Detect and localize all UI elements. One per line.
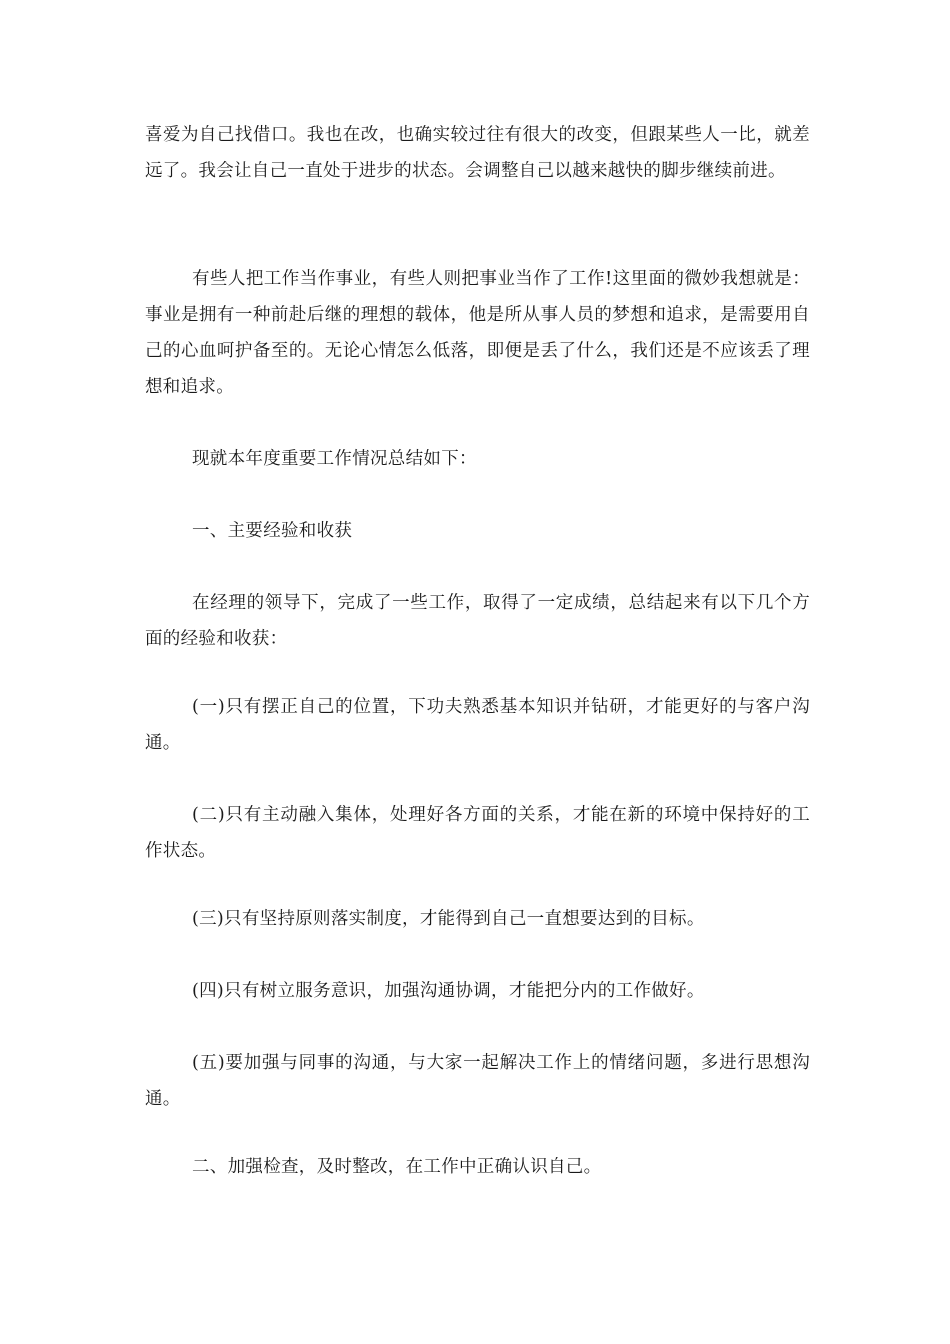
paragraph-continuation: 喜爱为自己找借口。我也在改，也确实较过往有很大的改变，但跟某些人一比，就差远了。我会让自己一直处于进步的状态。会调整自己以越来越快的脚步继续前进。 <box>145 125 810 181</box>
list-item-2: (二)只有主动融入集体，处理好各方面的关系，才能在新的环境中保持好的工作状态。 <box>145 805 810 861</box>
list-item-3: (三)只有坚持原则落实制度，才能得到自己一直想要达到的目标。 <box>192 909 705 929</box>
section-heading-2: 二、加强检查，及时整改，在工作中正确认识自己。 <box>192 1157 602 1177</box>
list-item-4: (四)只有树立服务意识，加强沟通协调，才能把分内的工作做好。 <box>192 981 705 1001</box>
paragraph-career-vs-work: 有些人把工作当作事业，有些人则把事业当作了工作!这里面的微妙我想就是：事业是拥有一种前赴后继的理想的载体，他是所从事人员的梦想和追求，是需要用自己的心血呵护备至的。无论心情怎么低落，即便是丢了什么，我们还是不应该丢了理想和追求。 <box>145 269 810 397</box>
paragraph-experience-intro: 在经理的领导下，完成了一些工作，取得了一定成绩，总结起来有以下几个方面的经验和收获： <box>145 593 810 649</box>
list-item-1: (一)只有摆正自己的位置，下功夫熟悉基本知识并钻研，才能更好的与客户沟通。 <box>145 697 810 753</box>
section-heading-1: 一、主要经验和收获 <box>192 521 353 541</box>
list-item-5: (五)要加强与同事的沟通，与大家一起解决工作上的情绪问题，多进行思想沟通。 <box>145 1053 810 1109</box>
paragraph-summary-intro: 现就本年度重要工作情况总结如下： <box>192 449 477 469</box>
